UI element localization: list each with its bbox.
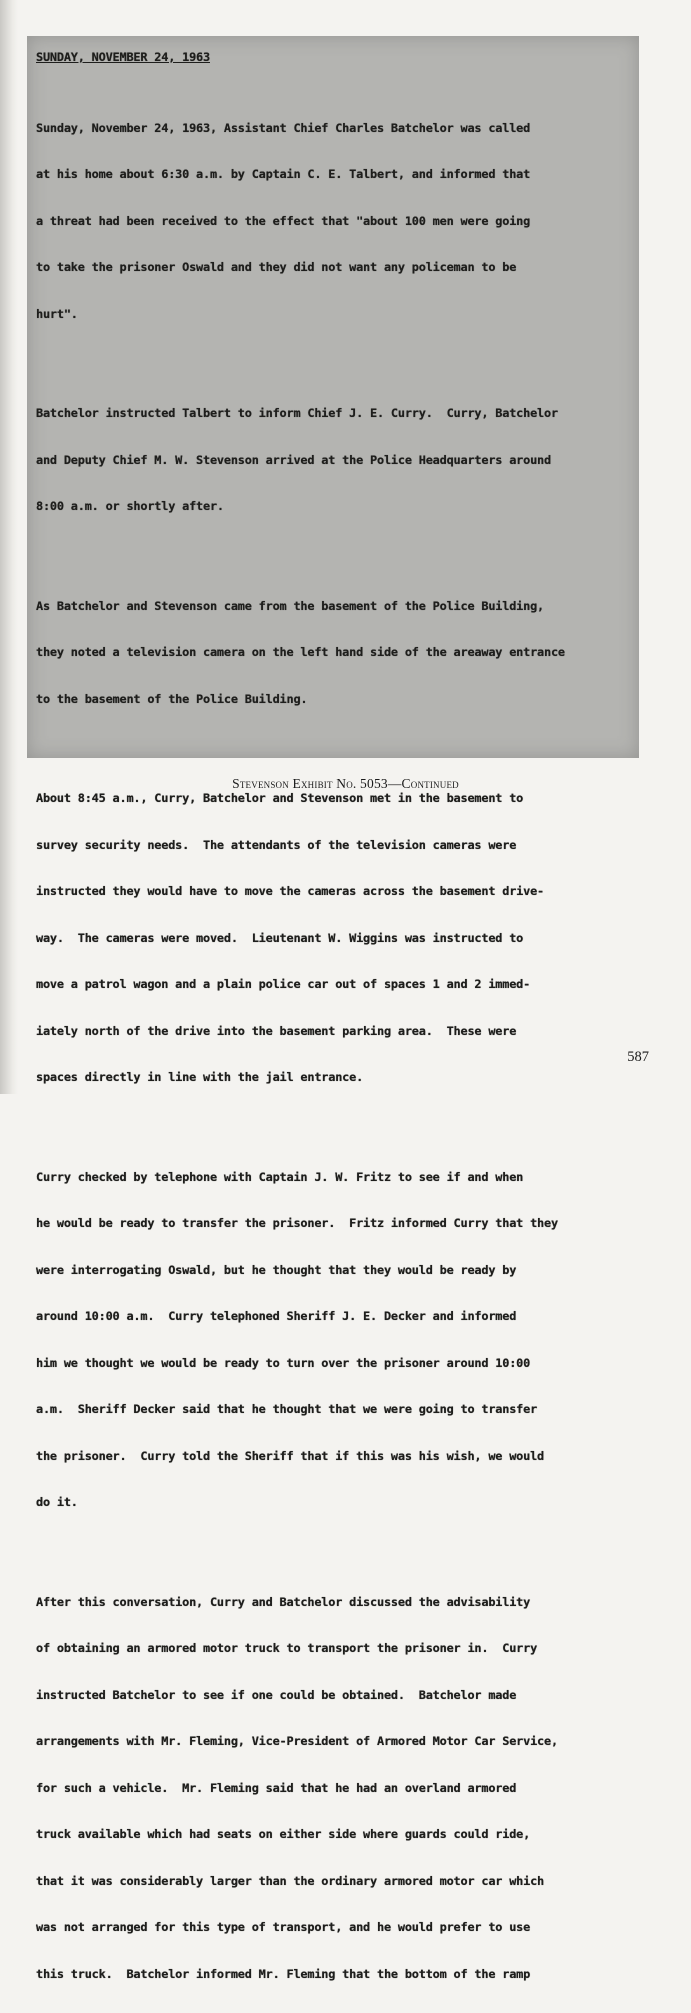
paragraph-line: Sunday, November 24, 1963, Assistant Chief Charles Batchelor was called bbox=[36, 121, 619, 137]
page-edge-shadow bbox=[0, 0, 18, 1094]
paragraph-line: way. The cameras were moved. Lieutenant W. Wiggins was instructed to bbox=[36, 931, 619, 947]
paragraph-line: to take the prisoner Oswald and they did not want any policeman to be bbox=[36, 260, 619, 276]
paragraph-line: this truck. Batchelor informed Mr. Fleming that the bottom of the ramp bbox=[36, 1967, 619, 1983]
paragraph-line: 8:00 a.m. or shortly after. bbox=[36, 499, 619, 515]
paragraph-line: instructed Batchelor to see if one could be obtained. Batchelor made bbox=[36, 1688, 619, 1704]
paragraph-line: that it was considerably larger than the ordinary armored motor car which bbox=[36, 1874, 619, 1890]
document-heading: SUNDAY, NOVEMBER 24, 1963 bbox=[36, 50, 619, 66]
paragraph-line: Batchelor instructed Talbert to inform Chief J. E. Curry. Curry, Batchelor bbox=[36, 406, 619, 422]
paragraph-line: hurt". bbox=[36, 307, 619, 323]
paragraph-line: to the basement of the Police Building. bbox=[36, 692, 619, 708]
paragraph-line: iately north of the drive into the basement parking area. These were bbox=[36, 1024, 619, 1040]
paragraph-line: About 8:45 a.m., Curry, Batchelor and Stevenson met in the basement to bbox=[36, 791, 619, 807]
document-paragraph bbox=[36, 90, 619, 354]
paragraph-line: around 10:00 a.m. Curry telephoned Sheriff J. E. Decker and informed bbox=[36, 1309, 619, 1325]
paragraph-line: he would be ready to transfer the prisoner. Fritz informed Curry that they bbox=[36, 1216, 619, 1232]
paragraph-line: was not arranged for this type of transport, and he would prefer to use bbox=[36, 1920, 619, 1936]
paragraph-line: arrangements with Mr. Fleming, Vice-President of Armored Motor Car Service, bbox=[36, 1734, 619, 1750]
paragraph-line: survey security needs. The attendants of the television cameras were bbox=[36, 838, 619, 854]
photostat-document bbox=[27, 36, 639, 758]
exhibit-caption: Stevenson Exhibit No. 5053—Continued bbox=[0, 776, 691, 792]
paragraph-line: As Batchelor and Stevenson came from the basement of the Police Building, bbox=[36, 599, 619, 615]
paragraph-line: were interrogating Oswald, but he thought that they would be ready by bbox=[36, 1263, 619, 1279]
paragraph-line: at his home about 6:30 a.m. by Captain C. E. Talbert, and informed that bbox=[36, 167, 619, 183]
document-paragraph bbox=[36, 375, 619, 546]
paragraph-line: do it. bbox=[36, 1495, 619, 1511]
paragraph-line: and Deputy Chief M. W. Stevenson arrived at the Police Headquarters around bbox=[36, 453, 619, 469]
paragraph-line: the prisoner. Curry told the Sheriff that if this was his wish, we would bbox=[36, 1449, 619, 1465]
page-number: 587 bbox=[627, 1049, 649, 1066]
paragraph-line: a threat had been received to the effect that "about 100 men were going bbox=[36, 214, 619, 230]
paragraph-line: instructed they would have to move the cameras across the basement drive- bbox=[36, 884, 619, 900]
document-paragraph bbox=[36, 1564, 619, 2013]
document-paragraph bbox=[36, 1139, 619, 1542]
paragraph-line: Curry checked by telephone with Captain J. W. Fritz to see if and when bbox=[36, 1170, 619, 1186]
paragraph-line: move a patrol wagon and a plain police car out of spaces 1 and 2 immed- bbox=[36, 977, 619, 993]
paragraph-line: for such a vehicle. Mr. Fleming said that he had an overland armored bbox=[36, 1781, 619, 1797]
paragraph-line: him we thought we would be ready to turn over the prisoner around 10:00 bbox=[36, 1356, 619, 1372]
document-paragraph bbox=[36, 568, 619, 739]
paragraph-line: they noted a television camera on the left hand side of the areaway entrance bbox=[36, 645, 619, 661]
document-paragraph bbox=[36, 760, 619, 1117]
paragraph-line: of obtaining an armored motor truck to transport the prisoner in. Curry bbox=[36, 1641, 619, 1657]
paragraph-line: spaces directly in line with the jail entrance. bbox=[36, 1070, 619, 1086]
paragraph-line: a.m. Sheriff Decker said that he thought that we were going to transfer bbox=[36, 1402, 619, 1418]
paragraph-line: After this conversation, Curry and Batchelor discussed the advisability bbox=[36, 1595, 619, 1611]
paragraph-line: truck available which had seats on either side where guards could ride, bbox=[36, 1827, 619, 1843]
